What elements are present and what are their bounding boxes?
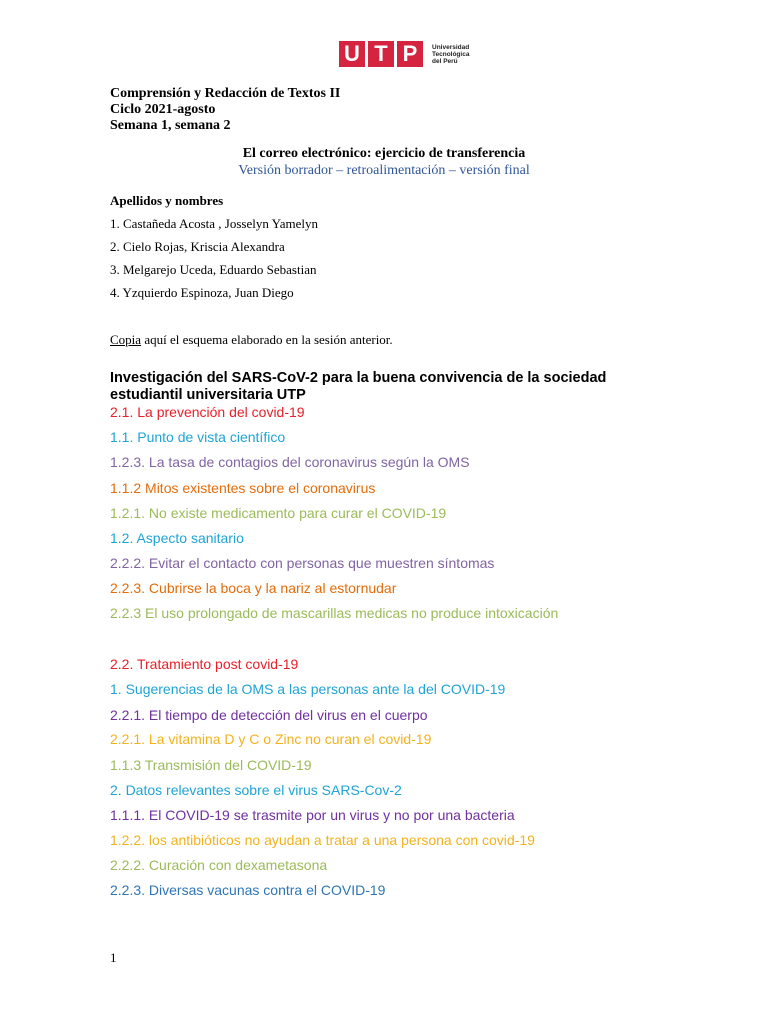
page-number: 1 (110, 950, 117, 965)
scheme-item: 2. Datos relevantes sobre el virus SARS-Cov-2 (110, 782, 402, 798)
member-item: 2. Cielo Rojas, Kriscia Alexandra (110, 239, 285, 254)
scheme-item: 1. Sugerencias de la OMS a las personas ante la del COVID-19 (110, 681, 506, 697)
members-label: Apellidos y nombres (110, 193, 224, 208)
logo-text-line: Tecnológica (432, 50, 470, 58)
cycle: Ciclo 2021-agosto (110, 102, 216, 117)
scheme-item: 2.2.3 El uso prolongado de mascarillas medicas no produce intoxicación (110, 605, 559, 621)
scheme-item: 2.2.2. Evitar el contacto con personas que muestren síntomas (110, 555, 495, 571)
member-item: 1. Castañeda Acosta , Josselyn Yamelyn (110, 216, 318, 231)
scheme-title: Investigación del SARS-CoV-2 para la buena convivencia de la sociedad estudiantil universitaria UTP (110, 370, 607, 403)
course-name: Comprensión y Redacción de Textos II (110, 86, 341, 101)
scheme-item: 2.2.1. La vitamina D y C o Zinc no curan el covid-19 (110, 731, 432, 747)
utp-logo (339, 41, 484, 67)
logo-letter-t: T (368, 41, 394, 67)
week: Semana 1, semana 2 (110, 118, 231, 133)
scheme-item: 2.2.3. Cubrirse la boca y la nariz al estornudar (110, 580, 397, 596)
logo-letter-p: P (397, 41, 423, 67)
scheme-item: 2.2. Tratamiento post covid-19 (110, 656, 299, 672)
logo-text-line: Universidad (432, 43, 470, 51)
scheme-item: 1.1.1. El COVID-19 se trasmite por un virus y no por una bacteria (110, 807, 515, 823)
scheme-item: 1.1.3 Transmisión del COVID-19 (110, 757, 312, 773)
copy-instruction-text: aquí el esquema elaborado en la sesión anterior. (141, 332, 393, 347)
member-item: 3. Melgarejo Uceda, Eduardo Sebastian (110, 262, 317, 277)
scheme-item: 1.2.1. No existe medicamento para curar el COVID-19 (110, 505, 447, 521)
scheme-item: 1.2.2. los antibióticos no ayudan a tratar a una persona con covid-19 (110, 832, 535, 848)
copy-underlined-word: Copia (110, 332, 142, 347)
scheme-item: 2.1. La prevención del covid-19 (110, 404, 305, 420)
member-item: 4. Yzquierdo Espinoza, Juan Diego (110, 285, 294, 300)
scheme-item: 2.2.2. Curación con dexametasona (110, 857, 328, 873)
document-title: El correo electrónico: ejercicio de transferencia (242, 146, 526, 161)
document-subtitle: Versión borrador – retroalimentación – versión final (238, 163, 530, 178)
scheme-item: 1.2.3. La tasa de contagios del coronavirus según la OMS (110, 454, 470, 470)
logo-university-name (432, 44, 484, 65)
scheme-item: 1.2. Aspecto sanitario (110, 530, 244, 546)
scheme-item: 2.2.3. Diversas vacunas contra el COVID-19 (110, 882, 386, 898)
scheme-item: 2.2.1. El tiempo de detección del virus en el cuerpo (110, 707, 428, 723)
logo-text-line: del Perú (432, 57, 458, 65)
scheme-item: 1.1. Punto de vista científico (110, 429, 286, 445)
scheme-item: 1.1.2 Mitos existentes sobre el coronavirus (110, 480, 376, 496)
logo-letter-u: U (339, 41, 365, 67)
copy-instruction (110, 332, 393, 348)
